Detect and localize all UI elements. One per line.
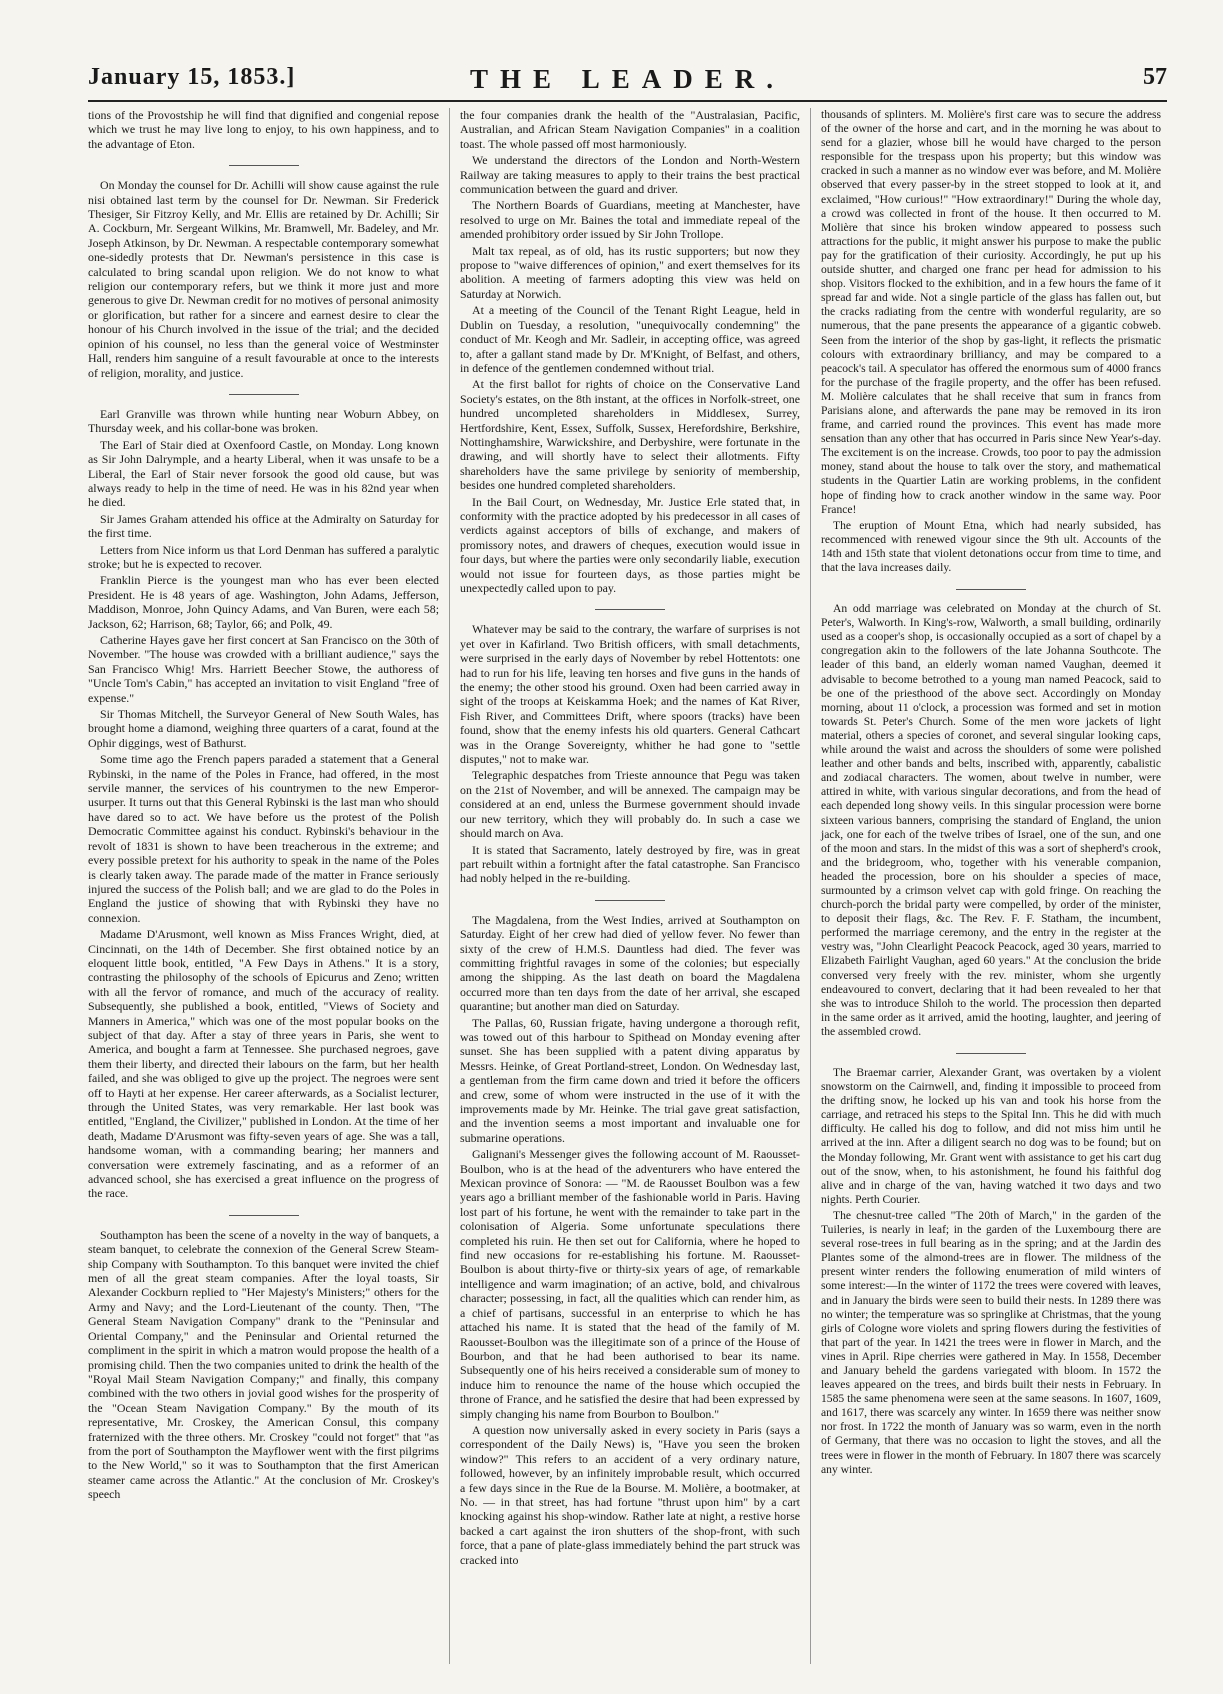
article-paragraph: We understand the directors of the London and North-Western Railway are taking measures to apply to their trains the best practical communication between the guard and driver. [460,153,800,197]
article-paragraph: It is stated that Sacramento, lately destroyed by fire, was in great part rebuilt within a fortnight after the fatal catastrophe. San Francisco had nobly helped in the re-building. [460,842,800,886]
article-paragraph: The Pallas, 60, Russian frigate, having undergone a thorough refit, was towed out of this harbour to Spithead on Monday evening after sunset. She has been supplied with a patent diving apparatus by Messrs. Heinke, of Great Portland-street, London. On Wednesday last, a gentleman from the firm came down and tried it before the officers and crew, some of whom were instructed in the use of it with the improvements made by Mr. Heinke. The trial gave great satisfaction, and the invention seems a most important and invaluable one for submarine operations. [460,1015,800,1145]
article-paragraph: tions of the Provostship he will find that dignified and congenial repose which we trust he may live long to enjoy, to his own happiness, and to the advantage of Eton. [88,108,439,151]
article-paragraph: Madame D'Arusmont, well known as Miss Frances Wright, died, at Cincinnati, on the 14th of December. She first obtained notice by an eloquent little book, entitled, "A Few Days in Athens." It is a story, contrasting the philosophy of the schools of Epicurus and Zeno; written with all the fervor of romance, and much of the accuracy of reality. Subsequently, she published a book, entitled, "Views of Society and Manners in America," which was one of the most popular books on the subject of that day. After a stay of three years in Paris, she went to America, and bought a farm at Tennessee. She purchased negroes, gave them their liberty, and directed their labours on the farm, but her health failed, and she was obliged to give up the project. The negroes were sent off to Hayti at her expense. Her career afterwards, as a Socialist lecturer, through the United States, was very remarkable. Her last book was entitled, "England, the Civilizer," published in London. At the time of her death, Madame D'Arusmont was fifty-seven years of age. She was a tall, handsome woman, with a commanding bearing; her manners and conversation were extremely fascinating, and as a reformer of an advanced school, she has exercised a great influence on the progress of the race. [88,927,439,1201]
masthead [88,62,1167,98]
section-separator [229,394,299,395]
article-paragraph: The Earl of Stair died at Oxenfoord Castle, on Monday. Long known as Sir John Dalrymple, and a hearty Liberal, when it was unsafe to be a Liberal, the Earl of Stair never forsook the good old cause, but was always ready to help in the time of need. He was in his 82nd year when he died. [88,437,439,510]
section-separator [229,165,299,166]
article-paragraph: The Braemar carrier, Alexander Grant, was overtaken by a violent snowstorm on the Cairnwell, and, finding it impossible to proceed from the drifting snow, he locked up his van and took his horse from the carriage, and retraced his steps to the Spital Inn. This he did with much difficulty. He called his dog to follow, and did not miss him until he arrived at the inn. After a diligent search no dog was to be found; but on the Monday following, Mr. Grant went with assistance to get his cart dug out of the snow, when, to his astonishment, he found his faithful dog alive and in charge of the van, having watched it two days and two nights. Perth Courier. [821,1066,1161,1206]
article-paragraph: Galignani's Messenger gives the following account of M. Raousset-Boulbon, who is at the head of the adventurers who have entered the Mexican province of Sonora: — "M. de Raousset Boulbon was a few years ago a brilliant member of the fashionable world in Paris. Having lost part of his fortune, he went with the remainder to take part in the colonisation of Algeria. Some unfortunate speculations there completed his ruin. He then set out for California, where he hoped to find new occasions for re-establishing his fortune. M. Raousset-Boulbon is about thirty-five or thirty-six years of age, of remarkable intelligence and warm imagination; of an active, bold, and chivalrous character; possessing, in fact, all the qualities which can render him, as a chief of partisans, successful in an enterprise to which he has attached his name. It is stated that the head of the family of M. Raousset-Boulbon was the illegitimate son of a prince of the House of Bourbon, and that he had been authorised to bear its name. Subsequently one of his heirs received a considerable sum of money to induce him to renounce the name of the house which occupied the throne of France, and he satisfied the desire that had been expressed by simply changing his name from Bourbon to Boulbon." [460,1147,800,1421]
article-paragraph: Some time ago the French papers paraded a statement that a General Rybinski, in the name of the Poles in France, had offered, in the most servile manner, the services of his countrymen to the new Emperor-usurper. It turns out that this General Rybinski is the last man who should have dared so to act. We have before us the protest of the Polish Democratic Committee against his conduct. Rybinski's behaviour in the revolt of 1831 is shown to have been treacherous in the extreme; and every possible pretext for his authority to speak in the name of the Poles is clearly taken away. The parade made of the matter in France seriously injured the success of the Polish ball; and we are glad to do the Poles in England the justice of showing that with Rybinski they have no connexion. [88,752,439,925]
section-separator [229,1215,299,1216]
masthead-rule [88,100,1167,102]
article-paragraph: thousands of splinters. M. Molière's first care was to secure the address of the owner of the horse and cart, and in the morning he was about to send for a glazier, whose bill he would have charged to the person responsible for the trespass upon his property; but this window was cracked in such a manner as no window ever was before, and M. Molière observed that every passer-by in the street stopped to look at it, and exclaimed, "How curious!" "How extraordinary!" During the whole day, a crowd was collected in front of the house. It then occurred to M. Molière that since his broken window appeared to possess such attractions for the public, it might answer his purpose to make the public pay for the gratification of their curiosity. Accordingly, he put up his outside shutter, and charged one franc per head for admission to his shop. Visitors flocked to the exhibition, and in a few hours the fame of it spread far and wide. Not a single particle of the glass has fallen out, but the cracks radiating from the centre with wonderful regularity, are so numerous, that the pane presents the appearance of a gigantic cobweb. Seen from the interior of the shop by gas-light, it reflects the prismatic colours with extraordinary brilliancy, and may be compared to a peacock's tail. A speculator has offered the enormous sum of 4000 francs for the purchase of the fragile property, and the offer has been refused. M. Molière calculates that he shall receive that sum in francs from Parisians alone, and afterwards the pane may be removed in its iron frame, and carried round the provinces. This event has made more sensation than any other that has occurred in Paris since New Year's-day. The excitement is on the increase. Crowds, too poor to pay the admission money, stand about the house to talk over the story, and mathematical students in the Quartier Latin are working problems, in the confident hope of finding how to crack another window in the same way. Poor France! [821,108,1161,516]
article-paragraph: Sir Thomas Mitchell, the Surveyor General of New South Wales, has brought home a diamond, weighing three quarters of a carat, found at the Ophir diggings, west of Bathurst. [88,707,439,750]
article-paragraph: The chesnut-tree called "The 20th of March," in the garden of the Tuileries, is nearly in leaf; in the garden of the Luxembourg there are several rose-trees in full bearing as in the spring; and at the Jardin des Plantes some of the almond-trees are in flower. The mildness of the present winter renders the following enumeration of mild winters of some interest:—In the winter of 1172 the trees were covered with leaves, and in January the birds were seen to build their nests. In 1289 there was no winter; the temperature was so springlike at Christmas, that the young girls of Cologne wore violets and spring flowers during the festivities of that part of the year. In 1421 the trees were in flower in March, and the vines in April. Ripe cherries were gathered in May. In 1558, December and January beheld the gardens variegated with bloom. In 1572 the leaves appeared on the trees, and birds built their nests in February. In 1585 the same phenomena were seen at the same seasons. In 1607, 1609, and 1617, there was scarcely any winter. In 1659 there was neither snow nor frost. In 1722 the month of January was so warm, even in the north of Germany, that there was no occasion to light the stoves, and all the trees were in flower in the month of February. In 1807 there was scarcely any winter. [821,1208,1161,1476]
article-paragraph: Earl Granville was thrown while hunting near Woburn Abbey, on Thursday week, and his collar-bone was broken. [88,406,439,436]
article-paragraph: At a meeting of the Council of the Tenant Right League, held in Dublin on Tuesday, a resolution, "unequivocally condemning" the conduct of Mr. Keogh and Mr. Sadleir, in accepting office, was agreed to, after a gallant stand made by Dr. M'Knight, of Belfast, and others, in defence of the gentlemen condemned without trial. [460,303,800,375]
column-2 [449,108,800,1664]
article-paragraph: Malt tax repeal, as of old, has its rustic supporters; but now they propose to "waive differences of opinion," and exert themselves for its abolition. A meeting of farmers adopting this view was held on Saturday at Norwich. [460,243,800,301]
article-paragraph: Sir James Graham attended his office at the Admiralty on Saturday for the first time. [88,511,439,541]
article-paragraph: At the first ballot for rights of choice on the Conservative Land Society's estates, on the 8th instant, at the offices in Norfolk-street, one hundred uncompleted shareholders in Middlesex, Surrey, Hertfordshire, Kent, Essex, Suffolk, Sussex, Herefordshire, Berkshire, Nottinghamshire, Warwickshire, and Derbyshire, were fortunate in the drawing, and will shortly have to select their allotments. Fifty shareholders have the same privilege by seniority of membership, besides one hundred completed shareholders. [460,377,800,493]
article-paragraph: Letters from Nice inform us that Lord Denman has suffered a paralytic stroke; but he is expected to recover. [88,542,439,571]
section-separator [595,900,665,901]
article-paragraph: Whatever may be said to the contrary, the warfare of surprises is not yet over in Kafirland. Two British officers, with small detachments, were surprised in the early days of November by rebel Hottentots: one had to run for his life, leaving ten horses and five guns in the hands of the enemy; the other stood his ground. Oxen had been carried away in sight of the troops at Keiskamma Hoek; and the names of Kat River, Fish River, and Committees Drift, where spoors (tracks) have been found, show that the enemy infests his old quarters. General Cathcart was in the Orange Sovereignty, whither he had gone to "settle disputes," not to make war. [460,622,800,767]
article-paragraph: In the Bail Court, on Wednesday, Mr. Justice Erle stated that, in conformity with the practice adopted by his predecessor in all cases of verdicts against acceptors of bills of exchange, and makers of promissory notes, and drawers of cheques, execution would issue in four days, but where the parties were only secondarily liable, execution would not issue for fourteen days, as those parties might be unexpectedly called upon to pay. [460,494,800,595]
article-paragraph: An odd marriage was celebrated on Monday at the church of St. Peter's, Walworth. In King's-row, Walworth, a small building, ordinarily used as a cooper's shop, is occasionally occupied as a sort of chapel by a congregation akin to the followers of the late Johanna Southcote. The leader of this band, an elderly woman named Vaughan, deemed it advisable to become betrothed to a young man named Peacock, said to be one of the priesthood of the above sect. Accordingly on Monday morning, about 11 o'clock, a procession was formed and set in motion towards St. Peter's Church. Some of the men wore jackets of light material, others a species of coronet, and several singular looking caps, while around the waist and across the shoulders of some were polished leather and other bands and belts, inscribed with, apparently, cabalistic and zodiacal characters. The women, about twelve in number, were attired in white, with various singular decorations, and from the head of each depended long showy veils. In this singular procession were borne sixteen various banners, comprising the standard of England, the union jack, one for each of the twelve tribes of Israel, one of the sun, and one of the moon and stars. In the midst of this was a sort of shepherd's crook, and the bridegroom, who, together with his venerable companion, headed the procession, bore on his shoulder a species of mace, surmounted by a crimson velvet cap with gold fringe. On reaching the church-porch the bridal party were compelled, by order of the minister, to deposit their flags, &c. The Rev. F. F. Statham, the incumbent, performed the marriage ceremony, and the entry in the register at the vestry was, "John Clearlight Peacock Peacock, aged 30 years, married to Elizabeth Fairlight Vaughan, aged 60 years." At the conclusion the bride conversed very freely with the rev. minister, whom she urgently endeavoured to convert, declaring that it had been revealed to her that she was to introduce Shiloh to the world. The procession then departed in the same order as it arrived, amid the hooting, laughter, and jeering of the assembled crowd. [821,602,1161,1038]
section-separator [956,1053,1026,1054]
section-separator [956,589,1026,590]
article-paragraph: the four companies drank the health of the "Australasian, Pacific, Australian, and African Steam Navigation Companies" in a coalition toast. The whole passed off most harmoniously. [460,108,800,151]
page-number: 57 [1143,64,1167,90]
article-paragraph: Telegraphic despatches from Trieste announce that Pegu was taken on the 21st of November, and will be annexed. The campaign may be considered at an end, unless the Burmese government should invade our new territory, which they will probably do. In such a case we should march on Ava. [460,768,800,841]
article-paragraph: A question now universally asked in every society in Paris (says a correspondent of the Daily News) is, "Have you seen the broken window?" This refers to an accident of a very ordinary nature, followed, however, by an infinitely improbable result, which occurred a few days since in the Rue de la Bourse. M. Molière, a bootmaker, at No. — in that street, has had fortune "thrust upon him" by a cart knocking against his shop-window. Rather late at night, a restive horse backed a cart against the iron shutters of the shop-front, with such force, that a pane of plate-glass immediately behind the part struck was cracked into [460,1422,800,1567]
article-paragraph: Catherine Hayes gave her first concert at San Francisco on the 30th of November. "The house was crowded with a brilliant audience," says the San Francisco Whig! Mrs. Harriett Beecher Stowe, the authoress of "Uncle Tom's Cabin," has accepted an invitation to visit England "free of expense." [88,633,439,705]
article-paragraph: The eruption of Mount Etna, which had nearly subsided, has recommenced with renewed vigour since the 9th ult. Accounts of the 14th and 15th state that violent detonations occur from time to time, and that the lava increases daily. [821,518,1161,574]
article-paragraph: Franklin Pierce is the youngest man who has ever been elected President. He is 48 years of age. Washington, John Adams, Jefferson, Maddison, Monroe, John Quincy Adams, and Van Buren, were each 58; Jackson, 62; Harrison, 68; Taylor, 66; and Polk, 49. [88,573,439,631]
issue-date: January 15, 1853.] [88,64,296,90]
column-3 [810,108,1161,1664]
article-columns [88,108,1167,1664]
newspaper-title: THE LEADER. [469,64,786,94]
column-1 [88,108,439,1664]
article-paragraph: The Northern Boards of Guardians, meeting at Manchester, have resolved to urge on Mr. Baines the total and immediate repeal of the amended prohibitory order issued by Sir John Trollope. [460,198,800,242]
article-paragraph: Southampton has been the scene of a novelty in the way of banquets, a steam banquet, to celebrate the connexion of the General Screw Steam-ship Company with Southampton. To this banquet were invited the chief men of all the great steam companies. After the loyal toasts, Sir Alexander Cockburn replied to "Her Majesty's Ministers;" others for the Army and Navy; and the Lord-Lieutenant of the county. Then, "The General Steam Navigation Company" drank to the "Peninsular and Oriental Company," and the Peninsular and Oriental returned the compliment in the spirit in which a matron would propose the health of a promising child. Then the two companies united to drink the health of the "Royal Mail Steam Navigation Company;" and finally, this company combined with the two others in jovial good wishes for the prosperity of the "Ocean Steam Navigation Company." By the mouth of its representative, Mr. Croskey, the American Consul, this company fraternized with the three others. Mr. Croskey "could not forget" that "as from the port of Southampton the Mayflower went with the first pilgrims to the New World," so it was to Southampton that the first American steamer came across the Atlantic." At the conclusion of Mr. Croskey's speech [88,1227,439,1502]
article-paragraph: The Magdalena, from the West Indies, arrived at Southampton on Saturday. Eight of her crew had died of yellow fever. No fewer than sixty of the crew of H.M.S. Dauntless had died. The fever was committing frightful ravages in some of the colonies; but especially among the shipping. As the last death on board the Magdalena occurred more than ten days from the date of her arrival, she escaped quarantine; but another man died on Saturday. [460,912,800,1014]
section-separator [595,609,665,610]
article-paragraph: On Monday the counsel for Dr. Achilli will show cause against the rule nisi obtained last term by the counsel for Dr. Newman. Sir Frederick Thesiger, Sir Fitzroy Kelly, and Mr. Ellis are retained by Dr. Achilli; Sir A. Cockburn, Mr. Sergeant Wilkins, Mr. Bramwell, Mr. Badeley, and Mr. Joseph Atkinson, by Dr. Newman. A respectable contemporary somewhat one-sidedly protests that Dr. Newman's persistence in this case is calculated to bring scandal upon religion. We do not know to what religion our contemporary refers, but we think it more just and more generous to give Dr. Newman credit for no motives of personal animosity or glorification, but rather for a sincere and earnest desire to clear the honour of his Church involved in the issue of the trial; and the decided opinion of his counsel, no less than the general voice of Westminster Hall, renders him sanguine of a result favourable at once to the interests of religion, morality, and justice. [88,178,439,380]
